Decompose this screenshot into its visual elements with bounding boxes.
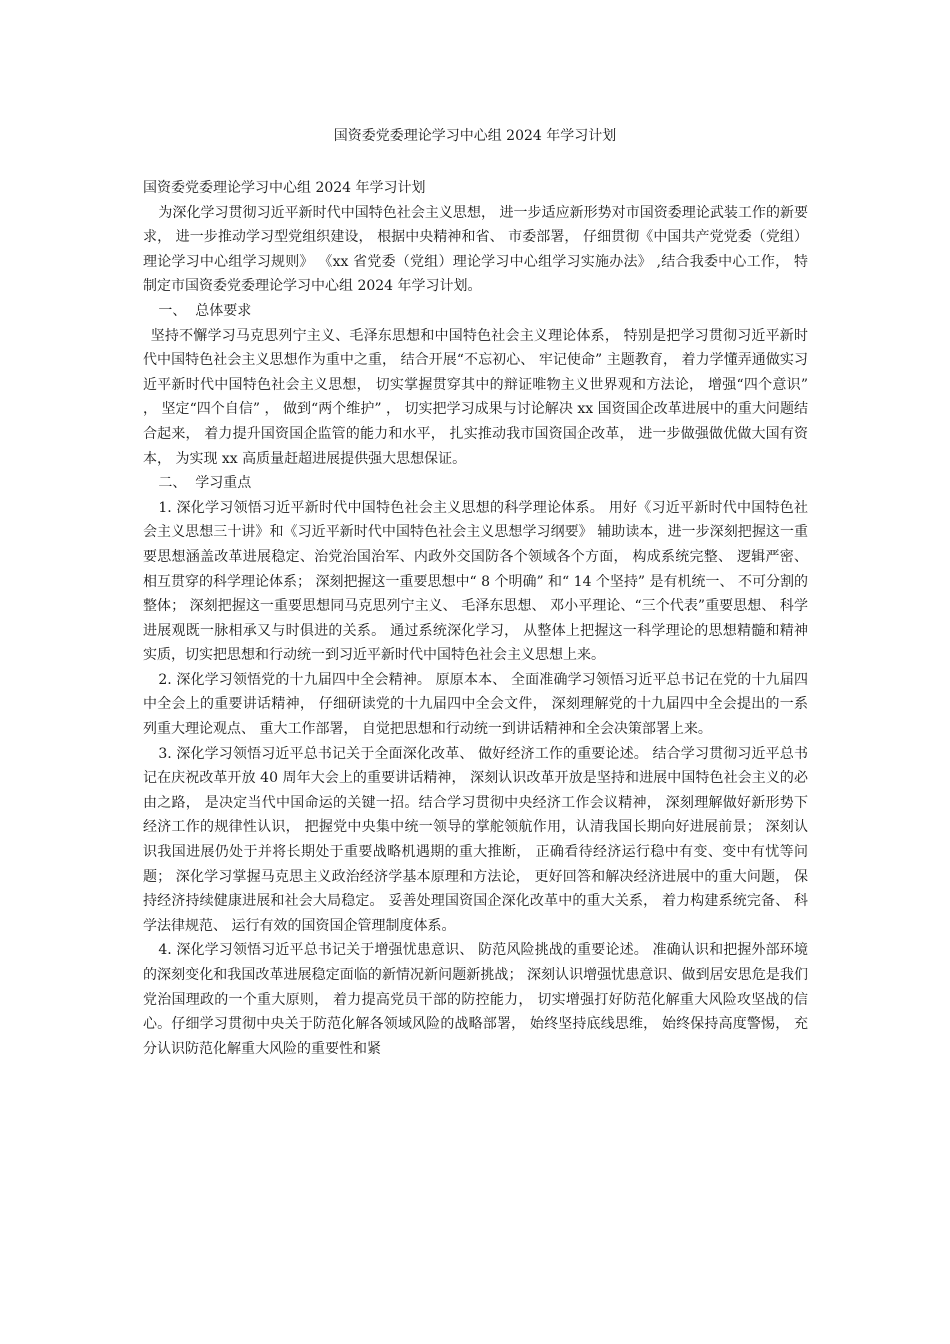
section-heading-overall-requirements: 一、 总体要求 — [158, 302, 252, 319]
section-heading-study-focus: 二、 学习重点 — [158, 475, 252, 492]
overall-requirements-paragraph: 坚持不懈学习马克思列宁主义、毛泽东思想和中国特色社会主义理论体系， 特别是把学习贯彻习近平新时代中国特色社会主义思想作为重中之重， 结合开展“不忘初心、 牢记使命” 主题教育， 着力学懂弄通做实习近平新时代中国特色社会主义思想， 切实掌握贯穿其中的辩证唯物主义世界观和方法论， 增强“四个意识” ， 坚定“四个自信” ， 做到“两个维护” ， 切实把学习成果与讨论解决 xx 国资国企改革进展中的重大问题结合起来， 着力提升国资国企监管的能力和水平， 扎实推动我市国资国企改革， 进一步做强做优做大国有资本， 为实现 xx 高质量赶超进展提供强大思想保证。 — [143, 327, 808, 467]
study-focus-item-4: 4. 深化学习领悟习近平总书记关于增强忧患意识、 防范风险挑战的重要论述。 准确认识和把握外部环境的深刻变化和我国改革进展稳定面临的新情况新问题新挑战； 深刻认识增强忧患意识、做到居安思危是我们党治国理政的一个重大原则， 着力提高党员干部的防控能力， 切实增强打好防范化解重大风险攻坚战的信心。仔细学习贯彻中央关于防范化解各领域风险的战略部署， 始终坚持底线思维， 始终保持高度警惕， 充分认识防范化解重大风险的重要性和紧 — [143, 942, 808, 1057]
study-focus-item-2: 2. 深化学习领悟党的十九届四中全会精神。 原原本本、 全面准确学习领悟习近平总书记在党的十九届四中全会上的重要讲话精神， 仔细研读党的十九届四中全会文件， 深刻理解党的十九届四中全会提出的一系列重大理论观点、 重大工作部署， 自觉把思想和行动统一到讲话精神和全会决策部署上来。 — [143, 671, 808, 738]
document-body — [143, 176, 808, 1061]
study-focus-item-3: 3. 深化学习领悟习近平总书记关于全面深化改革、 做好经济工作的重要论述。 结合学习贯彻习近平总书记在庆祝改革开放 40 周年大会上的重要讲话精神， 深刻认识改革开放是坚持和进展中国特色社会主义的必由之路， 是决定当代中国命运的关键一招。结合学习贯彻中央经济工作会议精神， 深刻理解做好新形势下经济工作的规律性认识， 把握党中央集中统一领导的掌舵领航作用，认清我国长期向好进展前景； 深刻认识我国进展仍处于并将长期处于重要战略机遇期的重大推断， 正确看待经济运行稳中有变、变中有忧等问题； 深化学习掌握马克思主义政治经济学基本原理和方法论， 更好回答和解决经济进展中的重大问题， 保持经济持续健康进展和社会大局稳定。 妥善处理国资国企深化改革中的重大关系， 着力构建系统完备、 科学法律规范、 运行有效的国资国企管理制度体系。 — [143, 745, 808, 934]
document-title: 国资委党委理论学习中心组 2024 年学习计划 — [333, 128, 617, 144]
document-subtitle: 国资委党委理论学习中心组 2024 年学习计划 — [143, 180, 426, 196]
intro-paragraph: 为深化学习贯彻习近平新时代中国特色社会主义思想， 进一步适应新形势对市国资委理论武装工作的新要求， 进一步推动学习型党组织建设， 根据中央精神和省、 市委部署， 仔细贯彻《中国共产党党委（党组） 理论学习中心组学习规则》 《xx 省党委（党组）理论学习中心组学习实施办法》 ,结合我委中心工作， 特制定市国资委党委理论学习中心组 2024 年学习计划。 — [143, 204, 808, 295]
study-focus-item-1: 1. 深化学习领悟习近平新时代中国特色社会主义思想的科学理论体系。 用好《习近平新时代中国特色社会主义思想三十讲》和《习近平新时代中国特色社会主义思想学习纲要》 辅助读本，进一步深刻把握这一重要思想涵盖改革进展稳定、治党治国治军、内政外交国防各个领域各个方面， 构成系统完整、 逻辑严密、 相互贯穿的科学理论体系； 深刻把握这一重要思想中“ 8 个明确” 和“ 14 个坚持” 是有机统一、 不可分割的整体； 深刻把握这一重要思想同马克思列宁主义、 毛泽东思想、 邓小平理论、“三个代表”重要思想、 科学进展观既一脉相承又与时俱进的关系。 通过系统深化学习， 从整体上把握这一科学理论的思想精髓和精神实质，切实把思想和行动统一到习近平新时代中国特色社会主义思想上来。 — [143, 499, 808, 664]
